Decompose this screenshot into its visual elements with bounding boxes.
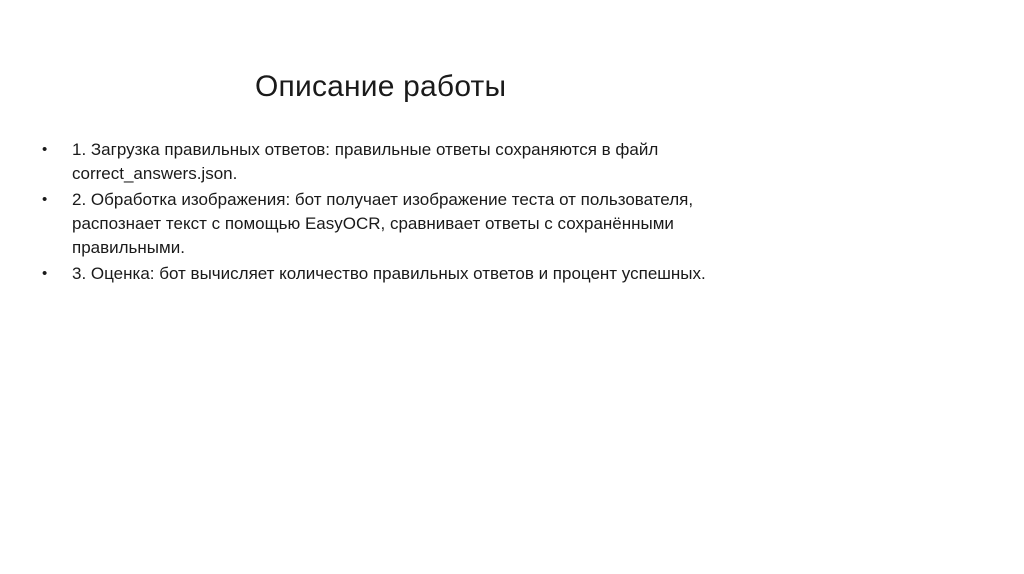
bullet-text: 3. Оценка: бот вычисляет количество правильных ответов и процент успешных. bbox=[72, 264, 706, 283]
bullet-text: 1. Загрузка правильных ответов: правильные ответы сохраняются в файл correct_answers.json. bbox=[72, 140, 659, 183]
slide-title: Описание работы bbox=[255, 70, 507, 104]
bullet-item-1 bbox=[40, 138, 760, 186]
bullet-item-3 bbox=[40, 262, 760, 286]
bullet-icon: • bbox=[42, 191, 48, 208]
bullet-icon: • bbox=[42, 141, 48, 158]
bullet-icon: • bbox=[42, 265, 48, 282]
bullet-text: 2. Обработка изображения: бот получает изображение теста от пользователя, распознает текст с помощью EasyOCR, сравнивает ответы с сохранёнными правильными. bbox=[72, 190, 694, 257]
bullet-item-2 bbox=[40, 188, 760, 260]
bullet-list bbox=[40, 138, 760, 288]
